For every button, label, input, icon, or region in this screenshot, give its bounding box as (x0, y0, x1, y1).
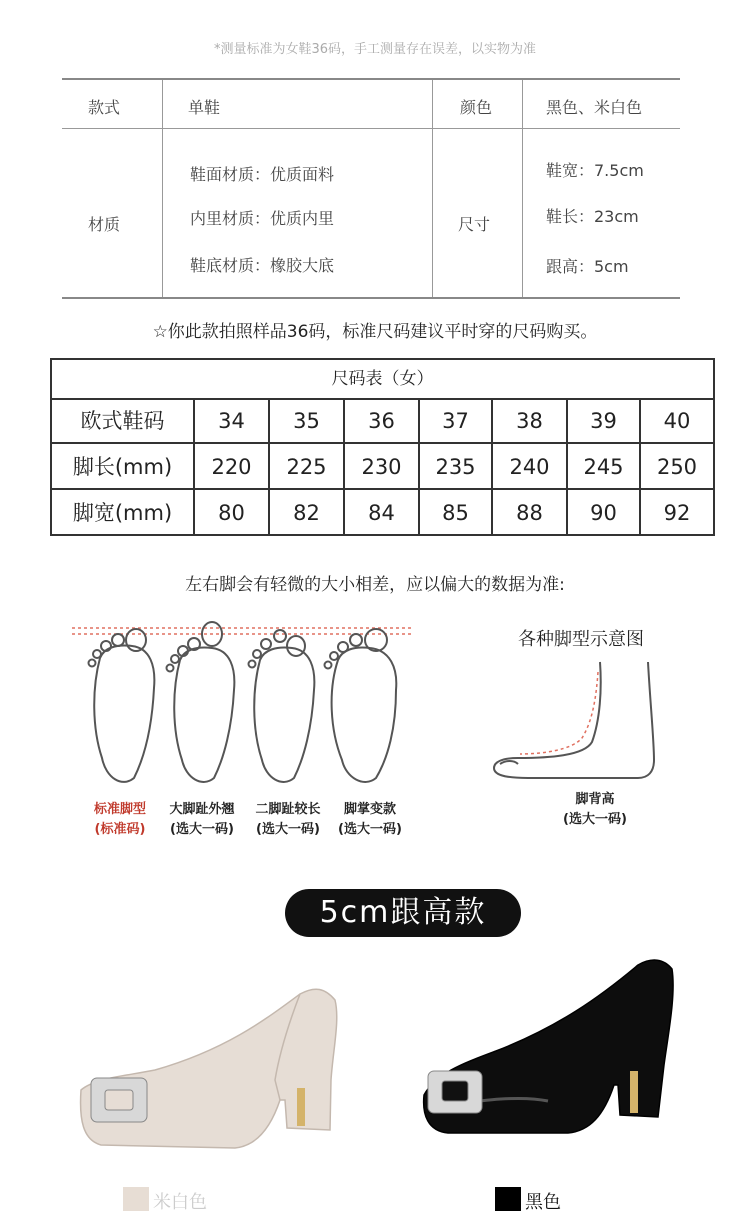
instep-label-line: 脚背高 (575, 792, 615, 807)
black-color-label: 黑色 (525, 1192, 561, 1213)
size-cell: 36 (345, 398, 420, 442)
cream-shoe-image (75, 980, 365, 1155)
sample-size-tip: ☆你此款拍照样品36码，标准尺码建议平时穿的尺码购买。 (152, 322, 598, 342)
size-cell: 37 (420, 398, 493, 442)
spec-table (62, 78, 680, 299)
foot-type-advice: (标准码) (94, 822, 146, 837)
material-lining: 内里材质：优质内里 (190, 209, 335, 228)
row-label: 欧式鞋码 (52, 398, 195, 442)
foot-types-illustration (70, 618, 415, 796)
spec-col-line (432, 80, 433, 297)
size-cell: 39 (568, 398, 641, 442)
material-label: 材质 (88, 215, 121, 234)
material-upper: 鞋面材质：优质面料 (190, 165, 335, 184)
size-row-eu (52, 398, 713, 444)
size-cell: 82 (270, 490, 345, 536)
style-value: 单鞋 (188, 98, 221, 117)
color-label: 颜色 (460, 98, 493, 117)
size-cell: 84 (345, 490, 420, 536)
size-cell: 92 (663, 501, 691, 525)
size-cell: 35 (270, 398, 345, 442)
diagram-title: 各种脚型示意图 (518, 629, 644, 650)
size-cell: 85 (420, 490, 493, 536)
foot-type-standard (84, 800, 156, 840)
size-cell: 230 (345, 444, 420, 488)
size-cell: 80 (195, 490, 270, 536)
size-cell: 34 (195, 398, 270, 442)
size-cell: 225 (270, 444, 345, 488)
spec-col-line (522, 80, 523, 297)
size-cell: 240 (493, 444, 568, 488)
dim-length: 鞋长：23cm (546, 207, 639, 226)
instep-illustration (488, 660, 668, 785)
foot-type-advice: (选大一码) (256, 822, 320, 837)
foot-type-second-toe (246, 800, 330, 840)
cream-swatch[interactable] (123, 1187, 149, 1211)
spec-col-line (162, 80, 163, 297)
heel-height-badge: 5cm跟高款 (285, 889, 521, 937)
size-cell: 245 (568, 444, 641, 488)
size-chart-title: 尺码表（女） (52, 360, 713, 400)
size-cell: 250 (656, 455, 698, 479)
black-swatch[interactable] (495, 1187, 521, 1211)
row-label: 脚长(mm) (52, 444, 195, 488)
dim-heel: 跟高：5cm (546, 257, 629, 276)
size-cell: 88 (493, 490, 568, 536)
foot-type-big-toe (160, 800, 244, 840)
size-row-length (52, 444, 713, 490)
size-cell: 220 (195, 444, 270, 488)
row-label: 脚宽(mm) (52, 490, 195, 536)
size-row-width (52, 490, 713, 536)
color-value: 黑色、米白色 (546, 98, 643, 117)
instep-advice: (选大一码) (563, 812, 627, 827)
size-cell: 38 (493, 398, 568, 442)
spec-divider (62, 128, 680, 129)
instep-label (550, 790, 640, 830)
foot-type-label: 二脚趾较长 (255, 802, 321, 817)
foot-type-advice: (选大一码) (338, 822, 402, 837)
foot-type-label: 标准脚型 (93, 802, 146, 817)
material-sole: 鞋底材质：橡胶大底 (190, 256, 335, 275)
feet-difference-note: 左右脚会有轻微的大小相差，应以偏大的数据为准: (185, 575, 565, 595)
foot-type-label: 脚掌变款 (343, 802, 396, 817)
black-shoe-image (418, 955, 688, 1135)
dim-width: 鞋宽：7.5cm (546, 161, 644, 180)
size-cell: 90 (568, 490, 641, 536)
size-cell: 40 (663, 409, 691, 433)
foot-type-wide (330, 800, 410, 840)
cream-color-label: 米白色 (153, 1192, 207, 1213)
foot-type-advice: (选大一码) (170, 822, 234, 837)
size-label: 尺寸 (458, 215, 491, 234)
style-label: 款式 (88, 98, 121, 117)
size-chart (50, 358, 715, 536)
size-cell: 235 (420, 444, 493, 488)
measurement-note: *测量标准为女鞋36码，手工测量存在误差，以实物为准 (213, 42, 537, 57)
foot-type-label: 大脚趾外翘 (169, 802, 235, 817)
